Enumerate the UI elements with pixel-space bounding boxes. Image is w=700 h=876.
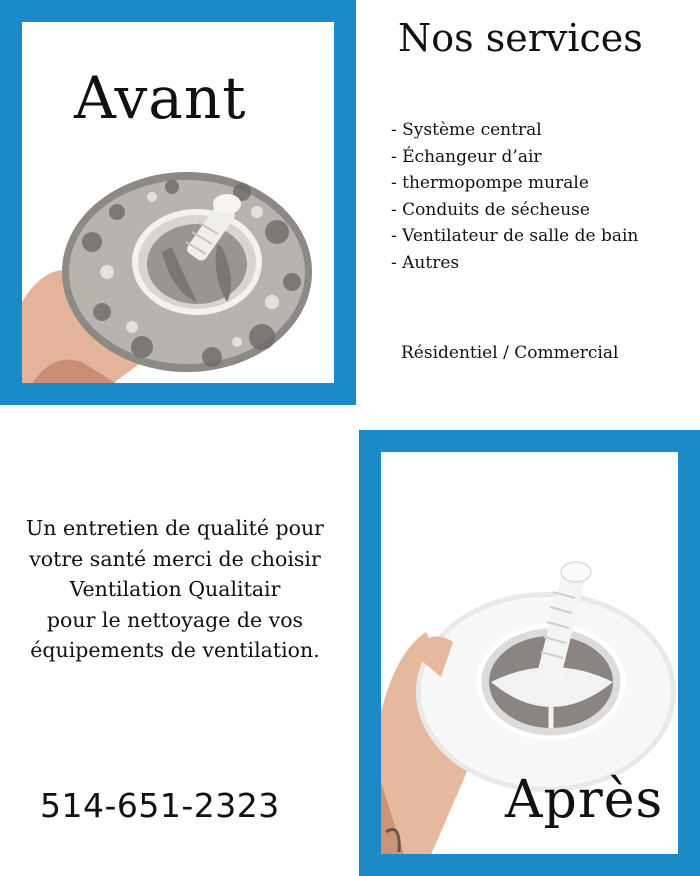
message-line: Un entretien de qualité pour: [26, 516, 324, 540]
phone-number[interactable]: 514-651-2323: [40, 786, 280, 825]
message-line: équipements de ventilation.: [30, 638, 320, 662]
services-title: Nos services: [398, 16, 643, 60]
list-item: - Ventilateur de salle de bain: [391, 226, 639, 246]
services-list: [391, 117, 638, 276]
dirty-vent-photo: [22, 152, 334, 384]
list-item: - Conduits de sécheuse: [391, 199, 590, 220]
list-item: - Système central: [391, 120, 542, 140]
before-photo-frame: [0, 0, 356, 405]
after-label: Après: [505, 770, 664, 830]
message-line: votre santé merci de choisir: [29, 546, 321, 571]
message-line: pour le nettoyage de vos: [46, 607, 304, 632]
promo-message: [0, 513, 350, 666]
list-item: - thermopompe murale: [391, 173, 589, 193]
message-line: Ventilation Qualitair: [69, 577, 281, 601]
list-item: - Échangeur d’air: [391, 146, 542, 167]
sector-text: Résidentiel / Commercial: [401, 343, 619, 363]
list-item: - Autres: [391, 252, 460, 273]
after-photo-frame: [359, 430, 700, 876]
before-label: Avant: [74, 64, 247, 132]
